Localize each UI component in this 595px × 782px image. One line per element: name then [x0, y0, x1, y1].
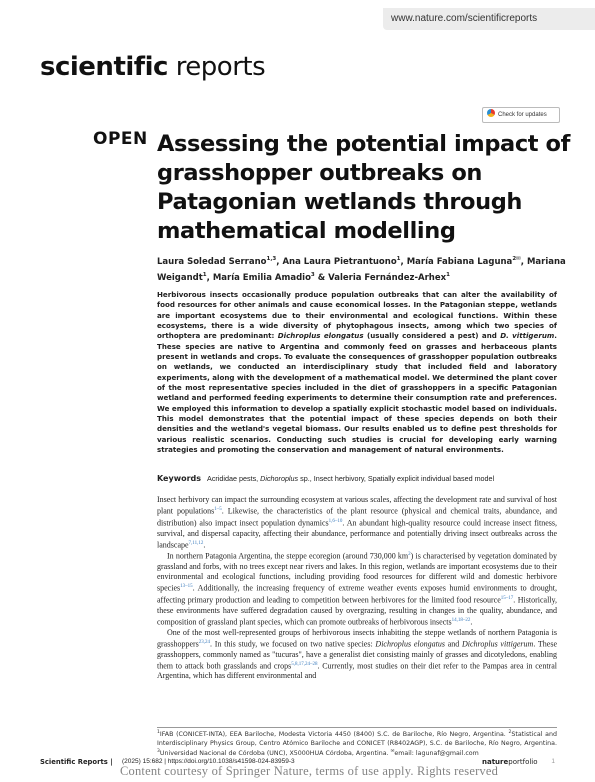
footer-journal: Scientific Reports | — [40, 758, 113, 766]
body-text: . An abundant high-quality resource could increase insect fitness, survival, and dispersal capacity, affecting their abundance, performance and potentially driving insect outbreaks across the landscape — [157, 518, 557, 550]
author-affiliation-marker: 1 — [202, 271, 207, 278]
footnote-divider — [157, 727, 557, 728]
author-name: Mariana Weigandt — [157, 256, 566, 283]
check-updates-button[interactable] — [482, 107, 560, 123]
doi-link: | https://doi.org/10.1038/s41598-024-83959-3 — [164, 758, 295, 765]
body-text: . — [203, 540, 206, 550]
affiliation-marker: 1 — [157, 730, 160, 735]
keywords-label: Keywords — [157, 474, 202, 483]
affiliation-marker: 3 — [157, 749, 160, 755]
abstract-text: . These species are native to Argentina and commonly feed on grasses and herbaceous plants present in wetlands and crops. To evaluate the consequences of grasshopper population outbreaks on wetlands, we conducted an interdisciplinary study that included field and laboratory experiments, along with the development of a mathematical model. We determined the plant cover of the most representative species included in the diet of grasshoppers in a specific Patagonian wetland and performed feeding experiments to determine their consumption rate and preferences. We employed this information to develop a spatially explicit stochastic model based on individuals. This model demonstrates that the potential impact of these species depends on both their densities and the wetland's vegetal biomass. Our results enabled us to define pest thresholds for various realistic scenarios. Conducting such studies is crucial for developing early warning strategies and promoting the conservation and management of natural environments. — [157, 331, 557, 455]
body-text: . Currently, most studies on their diet refer to the Pampas area in central Argentina, which has different environmental and — [157, 661, 557, 681]
species-name: Dichroplus vittigerum — [461, 639, 534, 649]
keyword-text: Acrididae pests, — [207, 474, 261, 483]
body-text: . Likewise, the characteristics of the plant resource (physical and chemical traits, abundance, and distribution) also impact insect population dynamics — [157, 506, 557, 528]
citation-ref: 13–15 — [180, 584, 193, 590]
body-text: . These grasshoppers, commonly named as "tucuras", have a generalist diet consisting mainly of grasses and dicotyledons, enabling them to attack both grasslands and crops — [157, 639, 557, 671]
journal-name-bold: scientific — [40, 52, 168, 82]
citation-ref: 5,8,17,24–28 — [291, 661, 318, 667]
affiliation-text: Statistical and Interdisciplinary Physics Group, Centro Atómico Bariloche and CONICET (R8402AGP), S.C. de Bariloche, Río Negro, Argentina. — [157, 731, 557, 747]
body-text: . In this study, we focused on two native species: — [210, 639, 376, 649]
article-title: Assessing the potential impact of grasshopper outbreaks on Patagonian wetlands through mathematical modelling — [157, 131, 570, 244]
body-paragraph-3 — [157, 628, 557, 682]
citation-ref: 7,11,12 — [188, 540, 204, 546]
body-paragraph-1 — [157, 495, 557, 550]
citation-ref: 2 — [408, 552, 411, 558]
journal-logo — [40, 50, 265, 84]
affiliation-marker: 2 — [508, 730, 512, 735]
article-body — [157, 495, 557, 682]
abstract-text: Herbivorous insects occasionally produce population outbreaks that can alter the availability of food resources for other animals and cause economical losses. In the Patagonian steppe, wetlands are important ecosystems due to their environmental and ecological functions. Within these ecosystems, there is a wide diversity of phytophagous insects, among which two species of orthoptera are predominant: — [157, 290, 557, 341]
body-text: . Additionally, the increasing frequency of extreme weather events exposes humid environments to drought, affecting primary production and leading to competition between herbivores for the limited food resource — [157, 584, 557, 605]
affiliation-marker: ✉ — [390, 749, 395, 755]
body-text: . Historically, these environments have suffered degradation caused by overgrazing, resulting in changes in the quality, abundance, and composition of grassland plant species, which can promote outbreaks of herbivorous insects — [157, 595, 557, 627]
author-name: Valeria Fernández-Arhex — [328, 272, 447, 283]
journal-name-light: reports — [175, 52, 266, 82]
keywords-text — [207, 474, 494, 483]
author-name: María Emilia Amadio — [212, 272, 311, 283]
citation-ref: 1–5 — [214, 507, 222, 513]
affiliations — [157, 729, 557, 759]
keyword-text: sp., Insect herbivory, Spatially explicit individual based model — [298, 474, 495, 483]
author-affiliation-marker: 1,3 — [266, 256, 277, 262]
author-name: Laura Soledad Serrano — [157, 256, 267, 267]
url-bar[interactable] — [383, 8, 595, 30]
author-affiliation-marker: 2✉ — [512, 256, 521, 262]
keyword-text: Dichoroplus — [260, 474, 299, 483]
citation-ref: 14,18–22 — [451, 617, 471, 623]
author-affiliation-marker: 1 — [446, 271, 450, 278]
body-text: and — [444, 639, 462, 649]
keywords — [157, 474, 557, 484]
body-text: One of the most well-represented groups of herbivorous insects inhabiting the steppe wetlands of northern Patagonia is grasshoppers — [157, 627, 557, 649]
publisher-logo: natureportfolio — [482, 758, 538, 766]
journal-url[interactable]: www.nature.com/scientificreports — [391, 13, 538, 24]
watermark: Content courtesy of Springer Nature, terms of use apply. Rights reserved — [120, 764, 499, 778]
abstract — [157, 290, 557, 456]
author-name: Ana Laura Pietrantuono — [282, 256, 397, 267]
body-text: Insect herbivory can impact the surrounding ecosystem at various scales, affecting the development rate and survival of host plant populations — [157, 495, 557, 516]
species-name: D. vittigerum — [500, 331, 555, 341]
author-name: María Fabiana Laguna — [406, 256, 513, 267]
check-updates-label: Check for updates — [498, 112, 547, 118]
body-text: . — [470, 617, 473, 627]
species-name: Dichroplus elongatus — [277, 331, 364, 341]
citation-ref: 15–17 — [500, 596, 514, 602]
affiliation-text: Universidad Nacional de Córdoba (UNC), X5000HUA Córdoba, Argentina. — [159, 750, 391, 758]
affiliation-text: email: lagunaf@gmail.com — [394, 750, 479, 758]
citation-ref: 1,6–10 — [328, 518, 343, 524]
footer-citation[interactable]: (2025) 15:682 | https://doi.org/10.1038/s41598-024-83959-3 — [122, 758, 295, 765]
affiliation-text: IFAB (CONICET-INTA), EEA Bariloche, Modesta Victoria 4450 (8400) S.C. de Bariloche, Río Negro, Argentina. — [159, 731, 509, 739]
body-text: In northern Patagonia Argentina, the steppe ecoregion (around 730,000 km — [167, 552, 409, 562]
page-number: 1 — [551, 758, 555, 765]
species-name: Dichroplus elongatus — [375, 639, 445, 649]
body-paragraph-2 — [157, 550, 557, 627]
citation-ref: 23,24 — [198, 639, 211, 645]
open-access-label: OPEN — [93, 129, 148, 149]
author-affiliation-marker: 3 — [310, 271, 315, 278]
body-text: ) is characterised by vegetation dominated by grassland and forbs, with no trees except near rivers and lakes. In this region, wetlands are important ecosystems due to their environmental and ecological functions, including providing food resources for different wild and domestic herbivore species — [157, 552, 557, 594]
abstract-text: (usually considered a pest) and — [363, 331, 501, 341]
author-list: Laura Soledad Serrano$^{1,3}$, Ana Laura Pietrantuono$^1$, María Fabiana Laguna$^{2✉}$, Mariana Weigandt$^1$, María Emilia Amadio$^3$ & Valeria Fernández-Arhex$^1$ — [157, 256, 566, 283]
crossmark-icon — [487, 109, 495, 117]
author-affiliation-marker: 1 — [396, 256, 401, 262]
